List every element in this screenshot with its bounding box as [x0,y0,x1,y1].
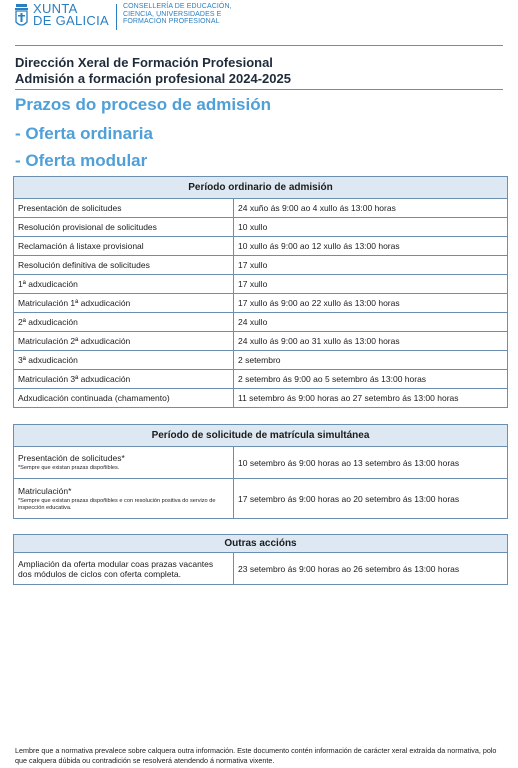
page-title: Prazos do proceso de admisión [15,95,272,114]
row-label: Resolución provisional de solicitudes [14,218,234,236]
table-row [14,313,507,332]
row-note: *Sempre que existan prazas dispoñibles. [18,465,120,471]
row-label: Matriculación 1ª adxudicación [14,294,234,312]
row-label: Presentación de solicitudes* [18,453,125,463]
row-label-cell [14,447,234,478]
row-label-cell [14,479,234,518]
row-value: 10 xullo ás 9:00 ao 12 xullo ás 13:00 horas [238,241,400,251]
table-header: Período ordinario de admisión [14,177,507,199]
row-value: 17 xullo [238,260,268,270]
logo-divider [116,4,117,30]
subtitle-ordinary: - Oferta ordinaria [15,124,153,143]
row-label: Matriculación 3ª adxudicación [14,370,234,388]
table-row [14,553,507,585]
row-value: 24 xullo [238,317,268,327]
row-value: 17 setembro ás 9:00 horas ao 20 setembro ás 13:00 horas [238,493,460,504]
heading-admission: Admisión a formación profesional 2024-2025 [15,71,291,86]
row-value: 11 setembro ás 9:00 horas ao 27 setembro ás 13:00 horas [238,393,459,403]
row-value: 10 setembro ás 9:00 horas ao 13 setembro ás 13:00 horas [238,457,460,468]
table-row [14,199,507,218]
dept-line-2: CIENCIA, UNIVERSIDADES E [122,10,222,18]
department-name [123,3,232,26]
legal-disclaimer: Lembre que a normativa prevalece sobre calquera outra información. Este documento contén información de carácter xeral extraída da normativa, polo que calquera dúbida ou contradición se resolverá atendendo á normativa vixente. [15,746,497,765]
table-row [14,294,507,313]
simultaneous-enrolment-table [13,424,508,519]
table-row [14,275,507,294]
row-label: Reclamación á listaxe provisional [14,237,234,255]
table-row [14,479,507,519]
dept-line-3: FORMACIÓN PROFESIONAL [122,18,220,25]
logo-line-1: XUNTA [33,1,78,16]
xunta-crest-icon [15,4,28,30]
table-row [14,370,507,389]
row-value: 2 setembro ás 9:00 ao 5 setembro ás 13:00 horas [238,374,427,384]
table-row [14,447,507,479]
top-divider [15,45,503,46]
table-row [14,351,507,370]
row-value: 17 xullo [238,279,268,289]
row-label: Adxudicación continuada (chamamento) [14,389,234,407]
table-header: Outras accións [14,535,507,553]
xunta-logo [15,3,232,33]
other-actions-table [13,534,508,585]
row-label: 3ª adxudicación [14,351,234,369]
row-label: Matriculación* [18,485,72,496]
subtitle-modular: - Oferta modular [15,151,148,170]
heading-directorate: Dirección Xeral de Formación Profesional [15,55,273,70]
row-value: 2 setembro [238,355,281,365]
ordinary-period-table [13,176,508,408]
logo-wordmark [33,3,109,27]
table-row [14,389,507,408]
row-label: Presentación de solicitudes [14,199,234,217]
row-value: 23 setembro ás 9:00 horas ao 26 setembro ás 13:00 horas [238,563,460,574]
table-header: Período de solicitude de matrícula simultánea [14,425,507,447]
logo-line-2: DE GALICIA [33,13,109,28]
table-row [14,237,507,256]
table-row [14,256,507,275]
row-label: Ampliación da oferta modular coas prazas vacantes dos módulos de ciclos con oferta completa. [14,553,234,584]
row-value: 10 xullo [238,222,268,232]
row-value: 24 xuño ás 9:00 ao 4 xullo ás 13:00 horas [238,203,396,213]
dept-line-1: CONSELLERÍA DE EDUCACIÓN, [122,3,232,10]
table-row [14,332,507,351]
row-note: *Sempre que existan prazas dispoñibles e con resolución positiva do servizo de inspección educativa. [18,497,216,511]
row-label: 1ª adxudicación [14,275,234,293]
row-label: Matriculación 2ª adxudicación [14,332,234,350]
row-label: 2ª adxudicación [14,313,234,331]
row-value: 17 xullo ás 9:00 ao 22 xullo ás 13:00 horas [238,298,400,308]
table-row [14,218,507,237]
heading-divider [15,89,503,90]
row-label: Resolución definitiva de solicitudes [14,256,234,274]
row-value: 24 xullo ás 9:00 ao 31 xullo ás 13:00 horas [238,336,400,346]
